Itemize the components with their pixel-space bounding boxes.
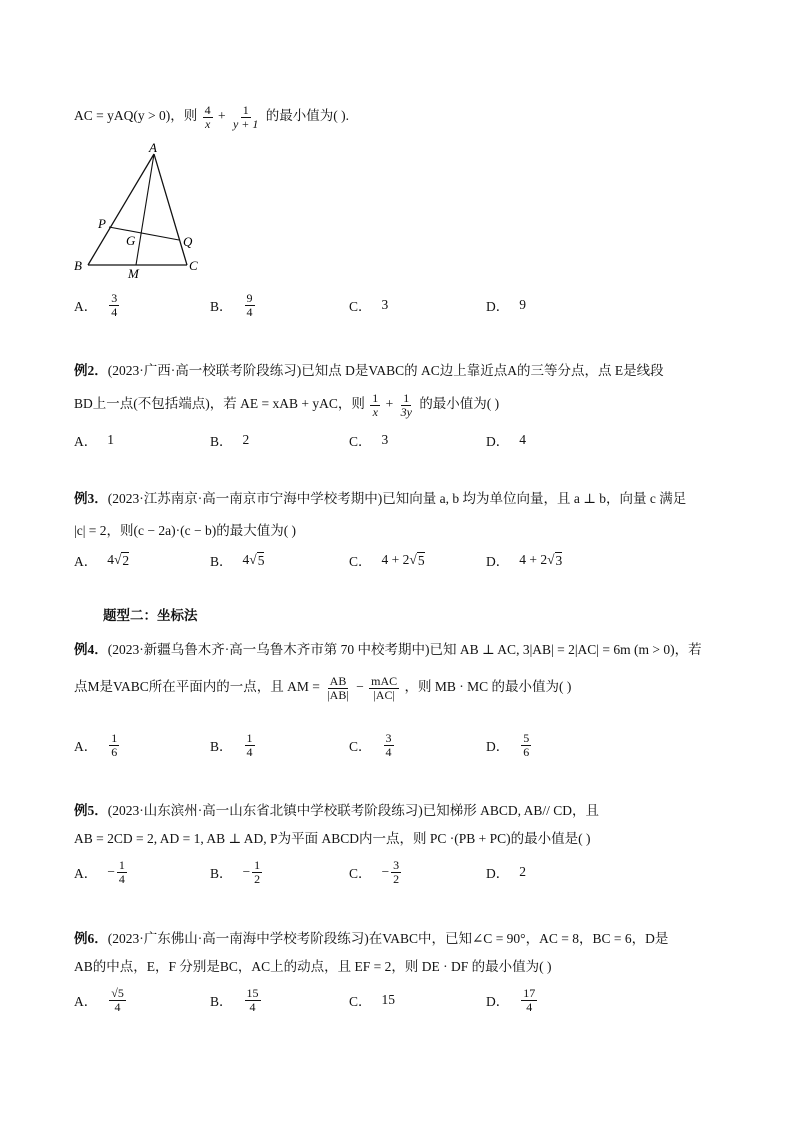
q1-option-d[interactable]: D． 9: [486, 297, 526, 314]
segment-pq: [109, 227, 179, 240]
ex2-option-a[interactable]: A． 1: [74, 432, 114, 449]
median-am: [136, 154, 154, 265]
label-a: A: [149, 140, 157, 155]
ex3-option-b[interactable]: B． 4 √ 5: [210, 552, 265, 569]
ex4-line2: 点M是VABC所在平面内的一点，且 AM = $\frac{AB}{|AB|}$ − $\frac{\text{mAC}}{|AC|}$ ，则 MB · MC 的最小值为( ): [74, 674, 572, 702]
ex2-line2: BD上一点(不包括端点)，若 AE = xAB + yAC，则 $\frac{1}{x}$ + $\frac{1}{3y}$ 的最小值为( ): [74, 391, 500, 419]
ex6-option-d[interactable]: D． $\frac{17}{4}$: [486, 985, 536, 1014]
ex5-option-b[interactable]: B． − $\frac{1}{2}$: [210, 857, 261, 886]
label-g: G: [126, 233, 136, 248]
fraction-1-over-y-plus-1: $\frac{1}{y + 1}$: [232, 103, 259, 131]
label-p: P: [98, 216, 106, 231]
ex6-line2: AB的中点，E，F 分别是BC，AC上的动点，且 EF = 2，则 DE · DF 的最小值为( ): [74, 959, 552, 974]
ex6-line1: 例6．(2023·广东佛山·高一南海中学校考阶段练习)在VABC中，已知∠C = 90°，AC = 8，BC = 6，D是: [74, 931, 669, 946]
ex6-tag: 例6．: [74, 931, 108, 946]
q1-option-c[interactable]: C． 3: [349, 297, 389, 314]
top-problem-line: AC = yAQ(y > 0)，则 $\frac{4}{x}$ + $\frac{1}{y + 1}$ 的最小值为( ).: [74, 103, 350, 131]
top-line-suffix: 的最小值为( ).: [265, 108, 350, 124]
ex2-line1: 例2．(2023·广西·高一校联考阶段练习)已知点 D是VABC的 AC边上靠近点A的三等分点，点 E是线段: [74, 363, 664, 378]
ex5-option-d[interactable]: D． 2: [486, 864, 526, 881]
ex4-option-d[interactable]: D． $\frac{5}{6}$: [486, 730, 530, 759]
ex3-line1: 例3．(2023·江苏南京·高一南京市宁海中学校考期中)已知向量 a, b 均为单位向量，且 a ⊥ b，向量 c 满足: [74, 491, 687, 506]
q1-options: [74, 285, 734, 325]
ex5-option-c[interactable]: C． − $\frac{3}{2}$: [349, 857, 400, 886]
ex2-options: [74, 420, 734, 460]
ex6-option-b[interactable]: B． $\frac{15}{4}$: [210, 985, 259, 1014]
side-ab: [88, 154, 154, 265]
ex2-option-c[interactable]: C． 3: [349, 432, 389, 449]
ex6-option-c[interactable]: C． 15: [349, 992, 396, 1009]
ex5-line2: AB = 2CD = 2, AD = 1, AB ⊥ AD, P为平面 ABCD内一点，则 PC ·(PB + PC)的最小值是( ): [74, 831, 591, 846]
ex4-option-b[interactable]: B． $\frac{1}{4}$: [210, 730, 253, 759]
ex3-option-a[interactable]: A． 4 √ 2: [74, 552, 130, 569]
triangle-figure: [66, 140, 216, 280]
ex5-option-a[interactable]: A． − $\frac{1}{4}$: [74, 857, 125, 886]
ex3-tag: 例3．: [74, 491, 108, 506]
ex5-line1: 例5．(2023·山东滨州·高一山东省北镇中学校联考阶段练习)已知梯形 ABCD, AB// CD，且: [74, 803, 600, 818]
ex5-tag: 例5．: [74, 803, 108, 818]
ex4-tag: 例4．: [74, 642, 108, 657]
fraction-4-over-x: $\frac{4}{x}$: [204, 103, 211, 131]
ex2-tag: 例2．: [74, 363, 108, 378]
ex3-option-d[interactable]: D． 4 + 2 √ 3: [486, 552, 563, 569]
ex4-options: [74, 725, 734, 765]
ex4-line1: 例4．(2023·新疆乌鲁木齐·高一乌鲁木齐市第 70 中校考期中)已知 AB ⊥ AC, 3|AB| = 2|AC| = 6m (m > 0)，若: [74, 642, 702, 657]
ex3-option-c[interactable]: C． 4 + 2 √ 5: [349, 552, 425, 569]
section-heading-coordinate-method: 题型二：坐标法: [103, 608, 198, 623]
ex3-options: [74, 540, 734, 580]
q1-option-b[interactable]: B． $\frac{9}{4}$: [210, 290, 253, 319]
label-q: Q: [183, 234, 193, 249]
label-c: C: [189, 258, 198, 273]
ex2-option-b[interactable]: B． 2: [210, 432, 250, 449]
q1-option-a[interactable]: A． $\frac{3}{4}$: [74, 290, 118, 319]
label-m: M: [128, 266, 139, 280]
top-line-prefix: AC = yAQ(y > 0)，则: [74, 108, 198, 124]
ex4-option-c[interactable]: C． $\frac{3}{4}$: [349, 730, 392, 759]
ex5-options: [74, 852, 734, 892]
label-b: B: [74, 258, 82, 273]
ex4-option-a[interactable]: A． $\frac{1}{6}$: [74, 730, 118, 759]
ex2-option-d[interactable]: D． 4: [486, 432, 526, 449]
ex6-options: [74, 980, 734, 1020]
ex6-option-a[interactable]: A． $\frac{√5}{4}$: [74, 985, 124, 1014]
ex3-line2: |c| = 2，则(c − 2a)·(c − b)的最大值为( ): [74, 523, 297, 538]
